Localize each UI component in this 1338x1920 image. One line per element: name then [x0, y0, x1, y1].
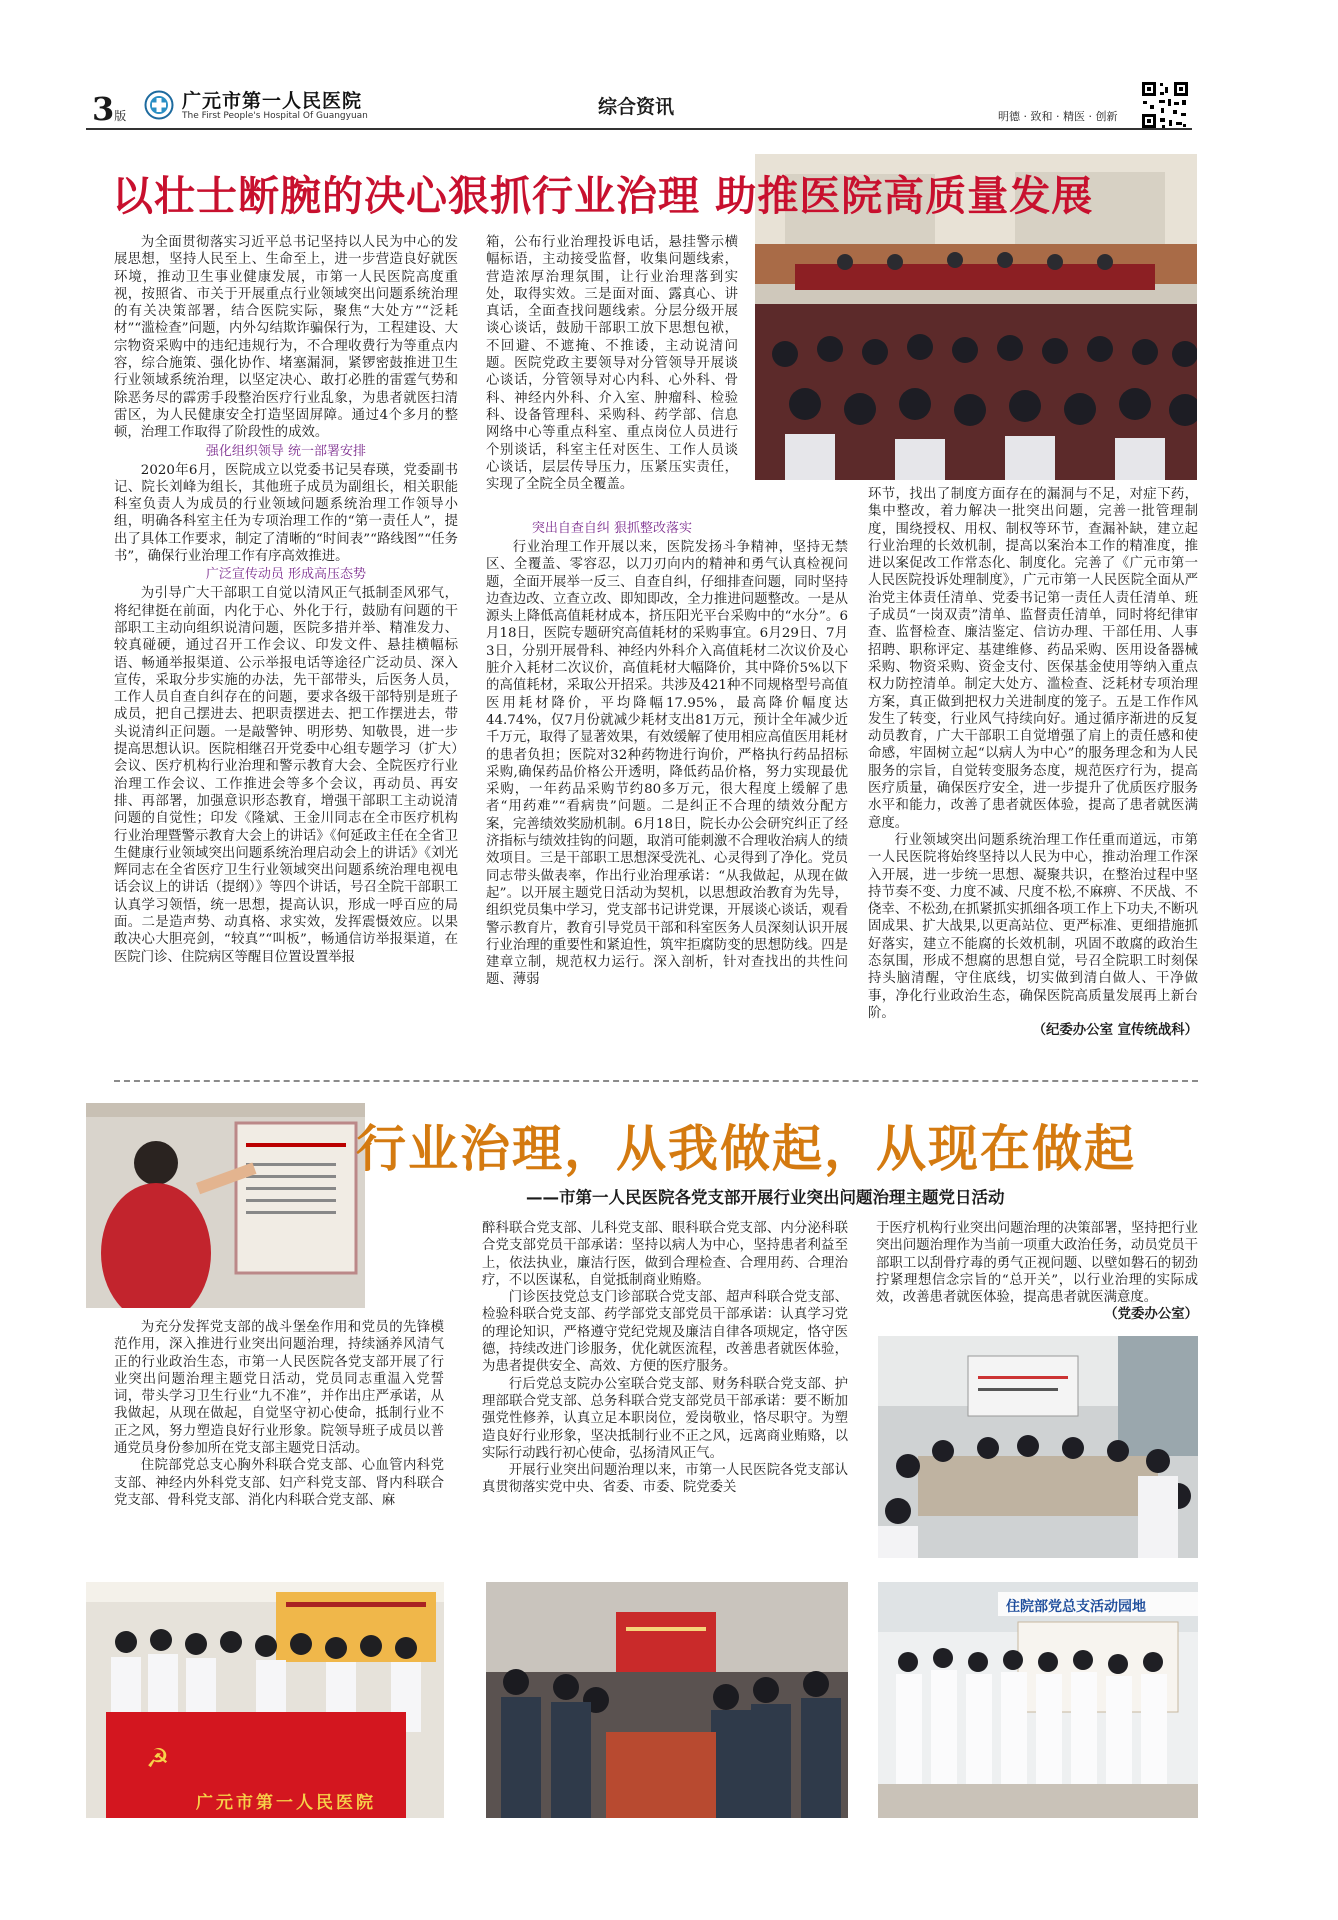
article2-title: 行业治理，从我做起，从现在做起	[356, 1119, 1136, 1178]
article1-paragraph: 环节，找出了制度方面存在的漏洞与不足，对症下药，集中整改，着力解决一批突出问题，完善一批管理制度，围绕授权、用权、制权等环节，查漏补缺，建立起行业治理的长效机制，提高以案治本工作的精准度，推进以案促改工作常态化、制度化。完善了《广元市第一人民医院投诉处理制度》，广元市第一人民医院全面从严治党主体责任清单、党委书记第一责任人责任清单、班子成员“一岗双责”清单、监督责任清单，同时将纪律审查、监督检查、廉洁鉴定、信访办理、干部任用、人事招聘、职称评定、基建维修、药品采购、医用设备器械采购、物资采购、资金支付、医保基金使用等纳入重点权力防控清单。制定大处方、滥检查、泛耗材专项治理方案，真正做到把权力关进制度的笼子。五是工作作风发生了转变，行业风气持续向好。通过循序渐进的反复动员教育，广大干部职工自觉增强了肩上的责任感和使命感，牢固树立起“以病人为中心”的服务理念和为人民服务的宗旨，自觉转变服务态度，规范医疗行为，提高医疗质量，确保医疗安全，进一步提升了优质医疗服务水平和能力，改善了患者就医体验，提高了患者就医满意度。	[868, 487, 1198, 831]
header-rule	[86, 128, 1192, 130]
study-meeting-photo	[878, 1336, 1198, 1558]
article2-signature: （党委办公室）	[1104, 1307, 1198, 1323]
activity-room-photo	[486, 1582, 848, 1818]
article2-paragraph: 醉科联合党支部、儿科党支部、眼科联合党支部、内分泌科联合党支部党员干部承诺：坚持以病人为中心，坚持患者利益至上，依法执业，廉洁行医，做到合理检查、合理用药、合理治疗，不以医谋私，自觉抵制商业贿赂。	[482, 1221, 848, 1288]
hospital-name-en: The First People's Hospital Of Guangyuan	[182, 111, 368, 121]
article1-subheading-3: 突出自查自纠 狠抓整改落实	[531, 521, 693, 536]
article1-paragraph: 2020年6月，医院成立以党委书记吴春瑛，党委副书记、院长刘峰为组长，其他班子成员为副组长，相关职能科室负责人为成员的行业领域问题系统治理工作领导小组，明确各科室主任为专项治理工作的“第一责任人”，提出了具体工作要求，制定了清晰的“时间表”“路线图”“任务书”，确保行业治理工作有序高效推进。	[114, 462, 458, 565]
page-number-digit: 3	[92, 90, 115, 128]
section-title: 综合资讯	[598, 96, 675, 118]
article1-column-1	[114, 234, 458, 966]
article1-column-3	[868, 486, 1198, 1040]
article1-column-2b	[486, 519, 848, 989]
page-number	[92, 90, 126, 128]
article2-column-3	[876, 1220, 1198, 1324]
svg-text:☭: ☭	[146, 1744, 170, 1774]
hospital-name-cn: 广元市第一人民医院	[182, 90, 363, 112]
qr-code-icon	[1140, 80, 1190, 130]
hospital-motto: 明德 · 致和 · 精医 · 创新	[998, 110, 1118, 123]
article2-paragraph: 为充分发挥党支部的战斗堡垒作用和党员的先锋模范作用，深入推进行业突出问题治理，持续涵养风清气正的行业政治生态，市第一人民医院各党支部开展了行业突出问题治理主题党日活动，党员同志重温入党誓词，带头学习卫生行业“九不准”，并作出庄严承诺，从我做起，从现在做起，自觉坚守初心使命，抵制行业不正之风，努力塑造良好行业形象。院领导班子成员以普通党员身份参加所在党支部主题党日活动。	[114, 1320, 444, 1457]
article1-subheading-1: 强化组织领导 统一部署安排	[205, 443, 367, 459]
hospital-logo-icon	[144, 90, 174, 120]
article1-subheading-2: 广泛宣传动员 形成高压态势	[205, 567, 367, 583]
flag-banner-text: 广元市第一人民医院	[196, 1793, 376, 1813]
article1-title: 以壮士断腕的决心狠抓行业治理 助推医院高质量发展	[112, 172, 1094, 220]
article2-paragraph: 行后党总支院办公室联合党支部、财务科联合党支部、护理部联合党支部、总务科联合党支部党员干部承诺：要不断加强党性修养，认真立足本职岗位，爱岗敬业，恪尽职守。为塑造良好行业形象，坚决抵制行业不正之风，远离商业贿赂，以实际行动践行初心使命，弘扬清风正气。	[482, 1376, 848, 1461]
article2-column-1	[114, 1319, 444, 1509]
article2-paragraph: 住院部党总支心胸外科联合党支部、心血管内科党支部、神经内外科党支部、妇产科党支部、肾内科联合党支部、骨科党支部、消化内科联合党支部、麻	[114, 1458, 444, 1508]
article2-paragraph: 开展行业突出问题治理以来，市第一人民医院各党支部认真贯彻落实党中央、省委、市委、院党委关	[482, 1463, 848, 1496]
party-garden-photo	[878, 1582, 1198, 1818]
garden-sign-text: 住院部党总支活动园地	[1006, 1599, 1146, 1615]
article2-column-2	[482, 1220, 848, 1497]
article1-paragraph: 箱，公布行业治理投诉电话，悬挂警示横幅标语，主动接受监督，收集问题线索，营造浓厚治理氛围，让行业治理落到实处，取得实效。三是面对面、露真心、讲真话，全面查找问题线索。分层分级开展谈心谈话，鼓励干部职工放下思想包袱，不回避、不遮掩、不推诿，主动说清问题。医院党政主要领导对分管领导开展谈心谈话，分管领导对心内科、心外科、骨科、神经内外科、介入室、肿瘤科、检验科、设备管理科、采购科、药学部、信息网络中心等重点科室、重点岗位人员进行个别谈话，科室主任对医生、工作人员谈心谈话，层层传导压力，压紧压实责任，实现了全院全员全覆盖。	[486, 235, 738, 493]
article1-signature: （纪委办公室 宣传统战科）	[1032, 1023, 1198, 1039]
oath-flag-photo	[86, 1582, 444, 1818]
article1-paragraph: 为引导广大干部职工自觉以清风正气抵制歪风邪气，将纪律挺在前面，内化于心、外化于行，鼓励有问题的干部职工主动向组织说清问题，医院多措并举、精准发力、较真碰硬，通过召开工作会议、印发文件、悬挂横幅标语、畅通举报渠道、公示举报电话等途径广泛动员、深入宣传，采取分步实施的办法，先干部带头，后医务人员，工作人员自查自纠存在的问题，要求各级干部特别是班子成员，把自己摆进去、把职责摆进去、把工作摆进去，带头说清纠正问题。一是敲警钟、明形势、知敬畏，进一步提高思想认识。医院相继召开党委中心组专题学习（扩大）会议、医疗机构行业治理和警示教育大会、全院医疗行业治理工作会议、工作推进会等多个会议，再动员、再安排、再部署，加强意识形态教育，增强干部职工主动说清问题的自觉性；印发《隆斌、王金川同志在全市医疗机构行业治理暨警示教育大会上的讲话》《何延政主任在全省卫生健康行业领域突出问题系统治理启动会上的讲话》《刘光辉同志在全省医疗卫生行业领域突出问题系统治理电视电话会议上的讲话（提纲）》等四个讲话，号召全院干部职工认真学习领悟，统一思想，提高认识，形成一呼百应的局面。二是造声势、动真格、求实效，发挥震慑效应。以果敢决心大胆亮剑，“较真”“叫板”，畅通信访举报渠道，在医院门诊、住院病区等醒目位置设置举报	[114, 586, 458, 965]
page-number-suffix: 版	[114, 109, 127, 123]
page-header	[86, 82, 1192, 130]
party-member-photo	[86, 1103, 365, 1308]
article1-column-2	[486, 234, 738, 493]
article2-paragraph: 门诊医技党总支门诊部联合党支部、超声科联合党支部、检验科联合党支部、药学部党支部党员干部承诺：认真学习党的理论知识，严格遵守党纪党规及廉洁自律各项规定，恪守医德，持续改进门诊服务，优化就医流程，改善患者就医体验，为患者提供安全、高效、方便的医疗服务。	[482, 1290, 848, 1375]
article2-paragraph: 于医疗机构行业突出问题治理的决策部署，坚持把行业突出问题治理作为当前一项重大政治任务，动员党员干部职工以刮骨疗毒的勇气正视问题、以壁如磐石的韧劲拧紧理想信念宗旨的“总开关”，以行业治理的实际成效，改善患者就医体验，提高患者就医满意度。	[876, 1221, 1198, 1306]
article-divider	[114, 1080, 1198, 1082]
article2-subtitle: ——市第一人民医院各党支部开展行业突出问题治理主题党日活动	[526, 1188, 1005, 1207]
article1-paragraph: 行业治理工作开展以来，医院发扬斗争精神，坚持无禁区、全覆盖、零容忍，以刀刃向内的精神和勇气认真检视问题，全面开展举一反三、自查自纠，仔细排查问题，同时坚持边查边改、立查立改、即知即改，全力推进问题整改。一是从源头上降低高值耗材成本，挤压阳光平台采购中的“水分”。6月18日，医院专题研究高值耗材的采购事宜。6月29日、7月3日，分别开展骨科、神经内外科介入高值耗材二次议价及心脏介入耗材二次议价，高值耗材大幅降价，其中降价5%以下的高值耗材，采取公开招采。共涉及421种不同规格型号高值医用耗材降价，平均降幅17.95%，最高降价幅度达44.74%，仅7月份就减少耗材支出81万元，预计全年减少近千万元，取得了显著效果，有效缓解了使用相应高值医用耗材的患者负担；医院对32种药物进行询价，严格执行药品招标采购,确保药品价格公开透明，降低药品价格，努力实现最优采购，一年药品采购节约80多万元，很大程度上缓解了患者“用药难”“看病贵”问题。二是纠正不合理的绩效分配方案，完善绩效奖励机制。6月18日，院长办公会研究纠正了经济指标与绩效挂钩的问题，取消可能刺激不合理收治病人的绩效项目。三是干部职工思想深受洗礼、心灵得到了净化。党员同志带头做表率，作出行业治理承诺：“从我做起，从现在做起”。以开展主题党日活动为契机，以思想政治教育为先导，组织党员集中学习，党支部书记讲党课，开展谈心谈话，观看警示教育片，教育引导党员干部和科室医务人员深刻认识开展行业治理的重要性和紧迫性，筑牢拒腐防变的思想防线。四是建章立制，规范权力运行。深入剖析，针对查找出的共性问题、薄弱	[486, 540, 848, 988]
article1-paragraph: 行业领域突出问题系统治理工作任重而道远，市第一人民医院将始终坚持以人民为中心，推动治理工作深入开展，进一步统一思想、凝聚共识，在整治过程中坚持节奏不变、力度不减、尺度不松,不麻痹、不厌战、不侥幸、不松劲,在抓紧抓实抓细各项工作上下功夫,不断巩固成果、扩大战果,以更高站位、更严标准、更细措施抓好落实，建立不能腐的长效机制，巩固不敢腐的政治生态氛围，形成不想腐的思想自觉，号召全院职工时刻保持头脑清醒，守住底线，切实做到清白做人、干净做事，净化行业政治生态，确保医院高质量发展再上新台阶。	[868, 832, 1198, 1021]
article1-paragraph: 为全面贯彻落实习近平总书记坚持以人民为中心的发展思想，坚持人民至上、生命至上，进一步营造良好就医环境，推动卫生事业健康发展，市第一人民医院高度重视，按照省、市关于开展重点行业领域突出问题系统治理的有关决策部署，结合医院实际，聚焦“大处方”“泛耗材”“滥检查”问题，内外勾结欺诈骗保行为，工程建设、大宗物资采购中的违纪违规行为，不合理收费行为等重点内容，综合施策、强化协作、堵塞漏洞，紧锣密鼓推进卫生行业领域系统治理，以坚定决心、敢打必胜的雷霆气势和除恶务尽的霹雳手段整治医疗行业乱象，为患者就医扫清雷区，为人民健康安全打造坚固屏障。通过4个多月的整顿，治理工作取得了阶段性的成效。	[114, 235, 458, 441]
